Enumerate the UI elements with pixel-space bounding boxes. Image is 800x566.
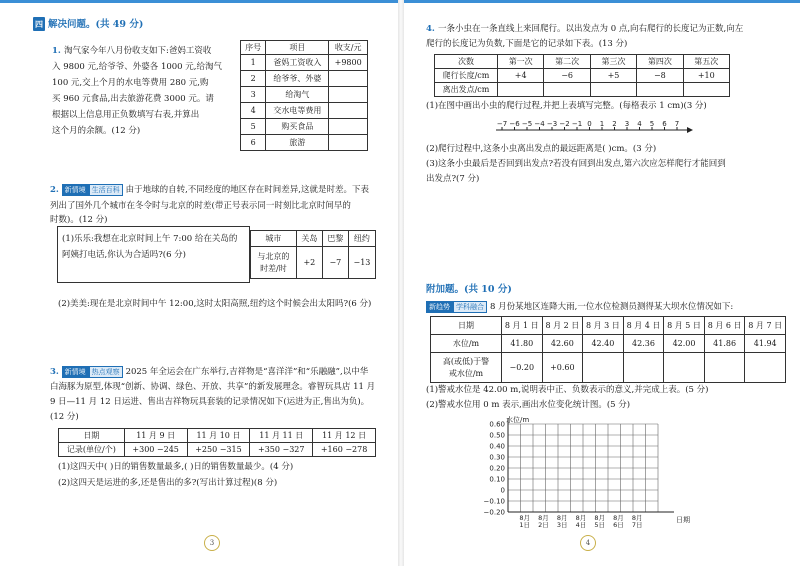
number-line-label: 5 [649,120,655,128]
extra-sub2: (2)警戒水位用 0 m 表示,画出水位变化统计图。(5 分) [426,400,631,410]
q3-line: (12 分) [50,412,79,422]
table-header: 8 月 4 日 [623,317,664,335]
table-cell: 42.60 [542,335,583,353]
table-cell: 42.00 [664,335,705,353]
number-line-label: −7 [496,120,508,128]
table-row-label [431,353,502,383]
q3-line: 白海豚为原型,体现“创新、协调、绿色、开放、共享”的新发展理念。睿智玩具店 11 月 [50,382,376,392]
x-tick-label: 8月 [631,514,643,522]
q3-tag-topic: 热点观察 [89,366,123,378]
number-line-label: 2 [612,120,617,128]
x-tick-label: 5日 [594,521,606,529]
x-tick-label: 8月 [575,514,587,522]
right-page [404,0,800,566]
q4-sub3: 出发点?(7 分) [426,174,480,184]
table-cell: −7 [322,247,348,279]
table-cell: +10 [683,69,729,83]
table-header: 11 月 11 日 [250,429,313,443]
q4-sub2: (2)爬行过程中,这条小虫离出发点的最远距离是( )cm。(3 分) [426,144,657,154]
table-row-label: 水位/m [431,335,502,353]
table-cell: 爸妈工资收入 [266,55,329,71]
table-cell: 42.36 [623,335,664,353]
answer-cell[interactable] [583,353,624,383]
answer-cell[interactable] [590,83,636,97]
y-tick-label: −0.20 [483,508,505,517]
y-tick-label: 0 [500,486,505,495]
number-line-label: −2 [559,120,570,128]
q2-tag-new: 新情境 [62,184,89,196]
page-number: 4 [580,535,596,551]
table-header: 8 月 6 日 [704,317,745,335]
y-axis-label: 水位/m [506,416,530,424]
q4-sub1: (1)在图中画出小虫的爬行过程,并把上表填写完整。(每格表示 1 cm)(3 分) [426,101,707,111]
table-cell: +0.60 [542,353,583,383]
y-tick-label: 0.20 [489,464,505,473]
q3-line: 2025 年全运会在广东举行,吉祥物是“喜洋洋”和“乐融融”,以中华 [125,367,369,377]
q4-line: 一条小虫在一条直线上来回爬行。以出发点为 0 点,向右爬行的长度记为正数,向左 [438,24,744,34]
table-cell: −8 [637,69,683,83]
q2-tag-topic: 生活百科 [89,184,123,196]
x-tick-label: 3日 [556,521,568,529]
q1-table [240,40,368,151]
section-heading [33,17,143,32]
x-tick-label: 2日 [538,521,549,529]
q1-line: 淘气家今年八月份收支如下:爸妈工资收 [64,46,212,56]
number-line-label: −6 [509,120,520,128]
y-tick-label: 0.10 [489,475,505,484]
q2-line: 时数)。(12 分) [50,215,108,225]
y-tick-label: 0.40 [489,442,505,451]
table-cell: 给淘气 [266,87,329,103]
q3-number: 3. [50,367,59,377]
table-header: 8 月 5 日 [664,317,705,335]
table-cell: 给爷爷、外婆 [266,71,329,87]
answer-cell[interactable] [329,135,368,151]
answer-cell[interactable] [498,83,544,97]
number-line-label: −3 [546,120,558,128]
table-cell: 1 [241,55,266,71]
number-line-label: 4 [637,120,642,128]
answer-cell[interactable] [544,83,590,97]
table-row-label: 爬行长度/cm [435,69,498,83]
number-line-label: 7 [674,120,680,128]
table-cell: 3 [241,87,266,103]
table-cell: +250 −315 [187,443,250,457]
answer-cell[interactable] [329,103,368,119]
number-line-label: 3 [624,120,630,128]
x-tick-label: 7日 [631,521,643,529]
table-cell: +350 −327 [250,443,313,457]
table-row-label [251,247,297,279]
q4-table [434,54,730,97]
table-header: 日期 [59,429,125,443]
answer-cell[interactable] [664,353,705,383]
table-cell: +2 [296,247,322,279]
table-header: 第三次 [590,55,636,69]
q3-line: 9 日—11 月 12 日运进、售出吉祥物玩具套装的记录情况如下(运进为正,售出为负)。 [50,397,370,407]
table-cell: 2 [241,71,266,87]
q3-tag-new: 新情境 [62,366,89,378]
q2-sub2: (2)美美:现在是北京时间中午 12:00,这时太阳高照,纽约这个时候会出太阳吗?(6 分) [58,299,372,309]
water-level-table [430,316,786,383]
x-tick-label: 8月 [613,514,624,522]
table-cell: −0.20 [502,353,543,383]
table-header: 城市 [251,231,297,247]
number-line[interactable] [494,118,704,140]
page-number: 3 [204,535,220,551]
table-header: 序号 [241,41,266,55]
table-header: 第四次 [637,55,683,69]
section-number: 四 [35,19,43,29]
extra-intro: 8 月份某地区连降大雨,一位水位检测员测得某大坝水位情况如下: [490,302,734,312]
q1-line: 入 9800 元,给爷爷、外婆各 1000 元,给淘气 [52,62,222,72]
table-cell: 旅游 [266,135,329,151]
q4-line: 爬行的长度记为负数,下面是它的记录如下表。(13 分) [426,39,628,49]
y-tick-label: 0.30 [489,453,505,462]
q2-line: 列出了国外几个城市在冬令时与北京的时差(带正号表示同一时刻比北京时间早的 [50,201,351,211]
table-cell: +5 [590,69,636,83]
number-line-arrow-icon [687,127,693,133]
q2-sub1-line: 阿姨打电话,你认为合适吗?(6 分) [62,250,187,260]
table-header: 11 月 9 日 [124,429,187,443]
table-cell: 6 [241,135,266,151]
y-tick-label: 0.60 [489,420,505,429]
table-cell: −13 [348,247,375,279]
answer-cell[interactable] [623,353,664,383]
q1-number: 1. [52,46,61,56]
table-cell: 41.86 [704,335,745,353]
row-label-line: 戒水位/m [448,368,484,378]
number-line-label: 6 [662,120,667,128]
q2-number: 2. [50,185,59,195]
table-cell: 4 [241,103,266,119]
answer-cell[interactable] [745,353,786,383]
q3-sub1: (1)这四天中( )日的销售数量最多,( )日的销售数量最少。(4 分) [58,462,294,472]
table-header: 8 月 2 日 [542,317,583,335]
q1-line: 这个月的余额。(12 分) [52,126,141,136]
table-header: 8 月 1 日 [502,317,543,335]
q4-number: 4. [426,24,435,34]
number-line-label: 1 [599,120,605,128]
table-cell: 5 [241,119,266,135]
table-header: 次数 [435,55,498,69]
number-line-label: −5 [521,120,533,128]
left-page [0,0,398,566]
table-header: 8 月 7 日 [745,317,786,335]
table-cell: +4 [498,69,544,83]
table-header: 第二次 [544,55,590,69]
number-line-label: −4 [534,120,545,128]
row-label-line: 时差/时 [260,263,287,273]
table-cell: 41.80 [502,335,543,353]
table-cell: 交水电等费用 [266,103,329,119]
q3-first-line [50,365,368,379]
row-label-line: 与北京的 [257,251,290,261]
answer-cell[interactable] [329,119,368,135]
q1-line: 买 960 元食品,出去旅游花费 3000 元。请 [52,94,214,104]
q2-first-line [50,183,369,197]
number-line-label: 0 [587,120,592,128]
q2-line: 由于地球的自转,不同经度的地区存在时间差异,这就是时差。下表 [125,185,369,195]
x-axis-label: 日期 [676,516,690,524]
table-header: 巴黎 [322,231,348,247]
number-line-label: −1 [571,120,583,128]
extra-sub1: (1)警戒水位是 42.00 m,说明表中正、负数表示的意义,并完成上表。(5 分) [426,385,709,395]
table-header: 第五次 [683,55,729,69]
x-tick-label: 1日 [519,521,531,529]
table-cell: +160 −278 [313,443,376,457]
x-tick-label: 8月 [519,514,531,522]
section-title: 解决问题。(共 49 分) [48,19,144,30]
table-header: 项目 [266,41,329,55]
x-tick-label: 8月 [594,514,606,522]
q2-table [250,230,376,279]
y-tick-label: −0.10 [483,497,505,506]
x-tick-label: 4日 [575,521,587,529]
answer-cell[interactable] [329,71,368,87]
answer-cell[interactable] [704,353,745,383]
table-row-label: 离出发点/cm [435,83,498,97]
q1-line: 100 元,交上个月的水电等费用 280 元,购 [52,78,209,88]
q3-sub2: (2)这四天是运进的多,还是售出的多?(写出计算过程)(8 分) [58,478,278,488]
table-cell: 41.94 [745,335,786,353]
row-label-line: 高(或低)于警 [442,356,490,366]
answer-cell[interactable] [683,83,729,97]
table-cell: 购买食品 [266,119,329,135]
top-bar [0,0,398,3]
x-tick-label: 8月 [538,514,549,522]
table-cell: 42.40 [583,335,624,353]
table-cell: −6 [544,69,590,83]
table-header: 纽约 [348,231,375,247]
table-row-label: 记录(单位/个) [59,443,125,457]
q1-line: 根据以上信息用正负数填写右表,并算出 [52,110,200,120]
extra-tag-new: 新趋势 [426,301,453,313]
y-tick-label: 0.50 [489,431,505,440]
extra-tag-topic: 学科融合 [453,301,487,313]
q3-table [58,428,376,457]
table-header: 11 月 12 日 [313,429,376,443]
table-header: 关岛 [296,231,322,247]
answer-cell[interactable] [329,87,368,103]
q4-sub3: (3)这条小虫最后是否回到出发点?若没有回到出发点,第六次应怎样爬行才能回到 [426,159,726,169]
table-cell: +300 −245 [124,443,187,457]
extra-section-title: 附加题。(共 10 分) [426,284,512,295]
table-header: 日期 [431,317,502,335]
x-tick-label: 6日 [613,521,624,529]
q2-sub1-line: (1)乐乐:我想在北京时间上午 7:00 给在关岛的 [62,234,238,244]
x-tick-label: 8月 [556,514,568,522]
table-header: 第一次 [498,55,544,69]
table-header: 收支/元 [329,41,368,55]
table-header: 11 月 10 日 [187,429,250,443]
top-bar [404,0,800,3]
table-header: 8 月 3 日 [583,317,624,335]
answer-cell[interactable] [637,83,683,97]
water-level-chart[interactable] [474,414,694,534]
table-cell: +9800 [329,55,368,71]
extra-intro-line [426,300,733,314]
